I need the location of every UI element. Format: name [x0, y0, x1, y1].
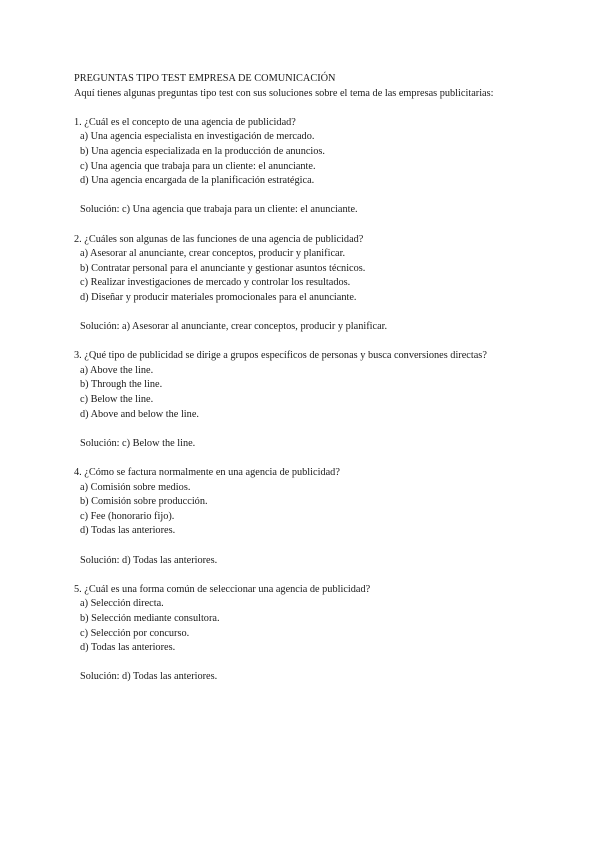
option-d: d) Todas las anteriores.: [80, 642, 176, 654]
option-b: b) Selección mediante consultora.: [80, 612, 220, 624]
document-title: PREGUNTAS TIPO TEST EMPRESA DE COMUNICACIÓN: [74, 73, 336, 84]
option-d: d) Todas las anteriores.: [80, 525, 176, 537]
question-block-1: [74, 116, 574, 218]
solution-text: Solución: a) Asesorar al anunciante, crear conceptos, producir y planificar.: [80, 321, 388, 333]
question-block-2: [74, 233, 574, 335]
spacer: [74, 422, 574, 437]
spacer: [74, 656, 574, 671]
question-text: 1. ¿Cuál es el concepto de una agencia de publicidad?: [74, 116, 296, 128]
option-d: d) Una agencia encargada de la planificación estratégica.: [80, 175, 315, 187]
option-b: b) Una agencia especializada en la producción de anuncios.: [80, 145, 326, 157]
option-a: a) Comisión sobre medios.: [80, 481, 191, 493]
option-a: a) Asesorar al anunciante, crear conceptos, producir y planificar.: [80, 248, 346, 260]
spacer: [74, 539, 574, 554]
question-block-4: [74, 466, 574, 568]
option-a: a) Selección directa.: [80, 598, 164, 610]
option-a: a) Una agencia especialista en investigación de mercado.: [80, 131, 315, 143]
question-block-5: [74, 583, 574, 685]
document-intro: Aquí tienes algunas preguntas tipo test con sus soluciones sobre el tema de las empresas publicitarias:: [74, 87, 494, 99]
question-text: 2. ¿Cuáles son algunas de las funciones de una agencia de publicidad?: [74, 233, 364, 245]
question-text: 4. ¿Cómo se factura normalmente en una agencia de publicidad?: [74, 467, 340, 479]
document-page: [74, 72, 574, 700]
solution-text: Solución: d) Todas las anteriores.: [80, 671, 218, 683]
option-d: d) Diseñar y producir materiales promocionales para el anunciante.: [80, 291, 357, 303]
spacer: [74, 189, 574, 204]
solution-text: Solución: d) Todas las anteriores.: [80, 554, 218, 566]
option-a: a) Above the line.: [80, 364, 154, 376]
option-c: c) Realizar investigaciones de mercado y controlar los resultados.: [80, 277, 351, 289]
option-b: b) Comisión sobre producción.: [80, 496, 208, 508]
question-text: 3. ¿Qué tipo de publicidad se dirige a grupos específicos de personas y busca conversiones directas?: [74, 350, 487, 362]
option-c: c) Below the line.: [80, 394, 154, 406]
question-block-3: [74, 349, 574, 451]
option-c: c) Una agencia que trabaja para un cliente: el anunciante.: [80, 160, 316, 172]
option-b: b) Contratar personal para el anunciante y gestionar asuntos técnicos.: [80, 262, 366, 274]
option-d: d) Above and below the line.: [80, 408, 199, 420]
option-c: c) Selección por concurso.: [80, 627, 190, 639]
question-text: 5. ¿Cuál es una forma común de seleccionar una agencia de publicidad?: [74, 583, 371, 595]
solution-text: Solución: c) Una agencia que trabaja para un cliente: el anunciante.: [80, 204, 358, 216]
solution-text: Solución: c) Below the line.: [80, 437, 196, 449]
option-b: b) Through the line.: [80, 379, 163, 391]
option-c: c) Fee (honorario fijo).: [80, 510, 175, 522]
spacer: [74, 306, 574, 321]
